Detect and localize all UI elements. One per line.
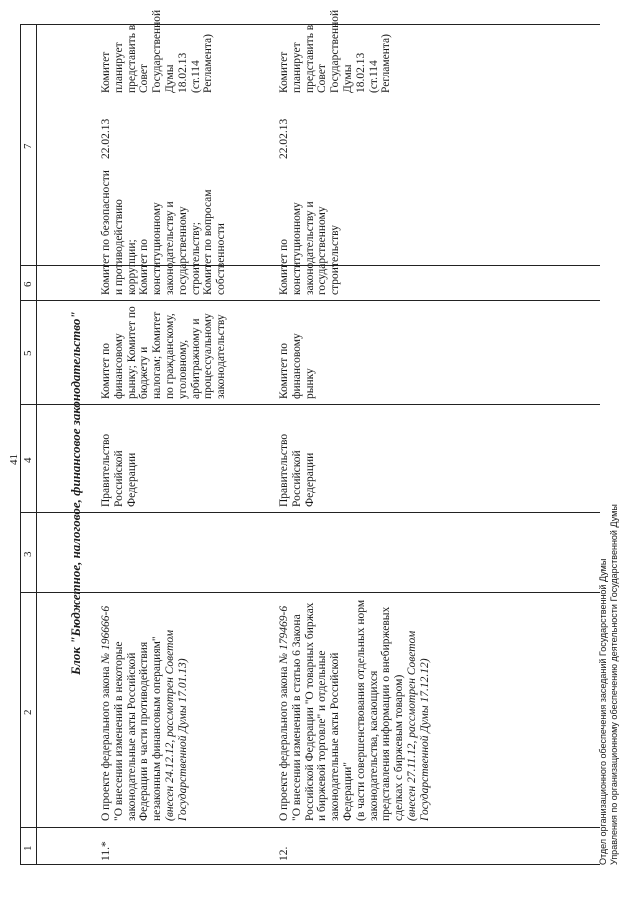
column-divider: [20, 864, 600, 865]
column-divider: [20, 300, 600, 301]
remark: Комитет планирует представить в Совет Государственной Думы 18.02.13 (ст.114 Регламента): [100, 9, 215, 93]
bill-note: (внесен 24.12.12, рассмотрен Советом Государственной Думы 17.01.13): [163, 629, 189, 821]
page-number: 41: [8, 454, 20, 465]
column-header-6: 6: [22, 281, 34, 287]
responsible-committee: Комитет по финансовому рынку; Комитет по бюджету и налогам; Комитет по гражданскому, уголовному, арбитражному и процессуальному законодательству: [100, 306, 228, 399]
bill-description: [278, 599, 432, 821]
column-header-5: 5: [22, 350, 34, 356]
column-header-3: 3: [22, 551, 34, 557]
bill-note: (внесен 27.11.12, рассмотрен Советом Государственной Думы 17.12.12): [405, 630, 431, 821]
column-divider: [20, 404, 600, 405]
column-header-1: 1: [22, 845, 34, 851]
responsible-committee: Комитет по финансовому рынку: [278, 333, 316, 399]
co-committees: Комитет по безопасности и противодействию коррупции; Комитет по конституционному законодательству и государственному строительству; Комитет по вопросам собственности: [100, 170, 228, 295]
bill-title: "О внесении изменений в некоторые законодательные акты Российской Федерации в части противодействия незаконным финансовым операциям": [112, 636, 164, 821]
row-number: 11.*: [100, 841, 112, 861]
column-divider: [20, 827, 600, 828]
bill-title: "О внесении изменений в статью 6 Закона Российской Федерации "О товарных биржах и биржевой торговле" и отдельные законодательные акты Российской Федерации": [290, 602, 354, 821]
block-title: Блок "Бюджетное, налоговое, финансовое законодательство": [68, 311, 83, 675]
footer-line: Отдел организационного обеспечения заседаний Государственной Думы: [598, 558, 608, 865]
column-header-7: 7: [22, 143, 34, 149]
co-committees: Комитет по конституционному законодательству и государственному строительству: [278, 201, 342, 295]
bill-number: № 196666-6: [100, 605, 112, 664]
remark: Комитет планирует представить в Совет Государственной Думы 18.02.13 (ст.114 Регламента): [278, 9, 393, 93]
bill-number: № 179469-6: [278, 605, 290, 664]
table-top-border: [20, 25, 21, 865]
footer: [598, 504, 620, 865]
bill-prefix: О проекте федерального закона: [100, 663, 112, 821]
initiator: Правительство Российской Федерации: [100, 433, 138, 507]
column-divider: [20, 512, 600, 513]
bill-scope: (в части совершенствования отдельных норм законодательства, касающихся представления информации о внебиржевых сделках с биржевым товаром): [354, 599, 406, 821]
column-divider: [20, 592, 600, 593]
row-number: 12.: [278, 846, 290, 861]
bill-prefix: О проекте федерального закона: [278, 663, 290, 821]
bill-description: [100, 599, 190, 821]
date: 22.02.13: [100, 118, 112, 159]
header-row-divider: [36, 25, 37, 865]
column-header-2: 2: [22, 709, 34, 715]
agenda-table: [20, 9, 600, 865]
column-header-4: 4: [22, 457, 34, 463]
footer-line: Управления по организационному обеспечению деятельности Государственной Думы: [609, 504, 619, 865]
initiator: Правительство Российской Федерации: [278, 433, 316, 507]
date: 22.02.13: [278, 118, 290, 159]
